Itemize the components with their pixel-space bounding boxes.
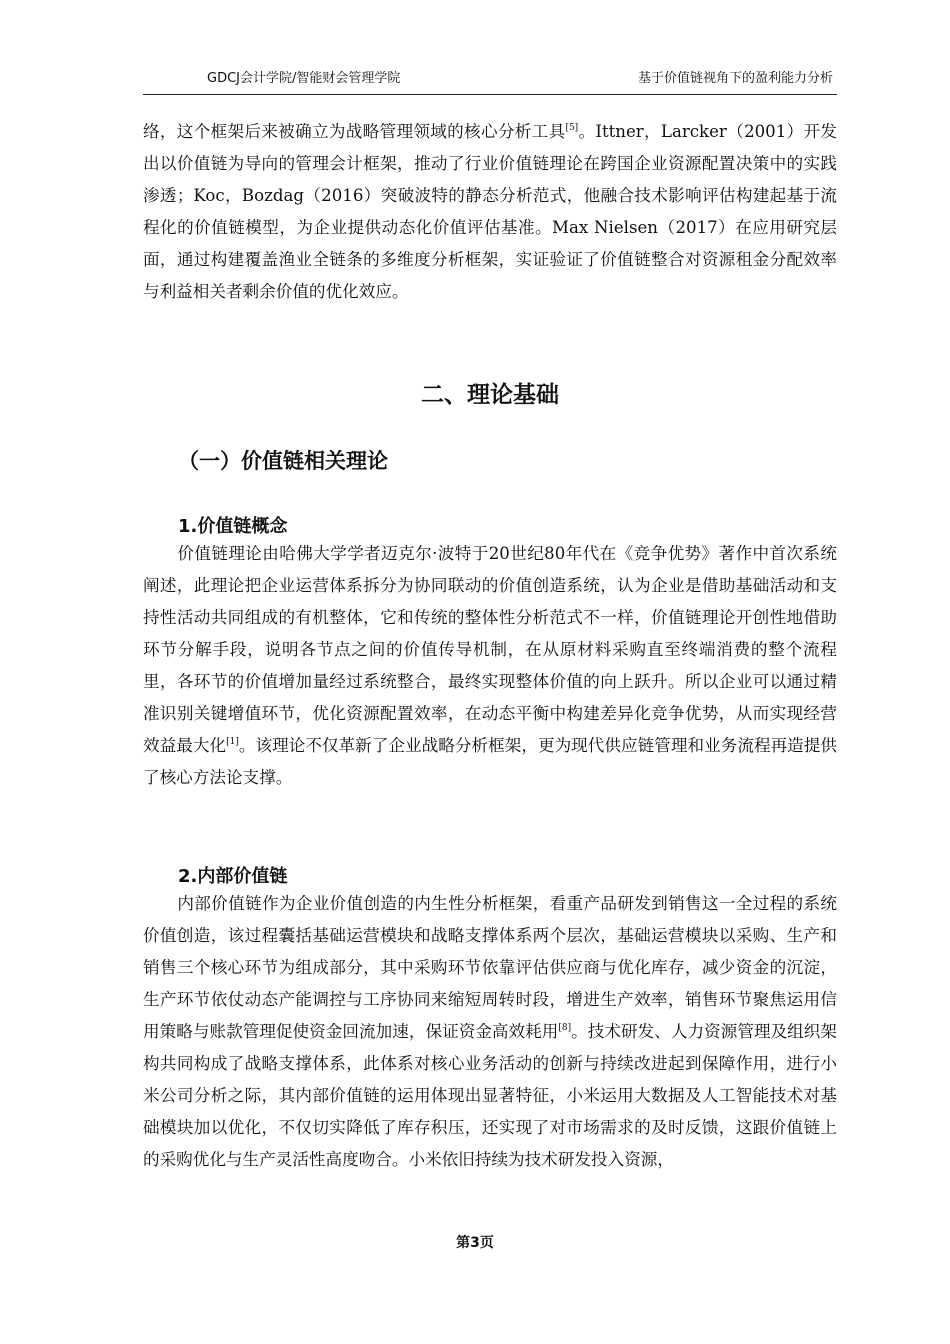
internal-value-chain-paragraph [143, 888, 837, 1176]
internal-value-chain-heading: 2.内部价值链 [178, 866, 288, 887]
value-chain-concept-paragraph [143, 538, 837, 794]
internal-text-2: 。技术研发、人力资源管理及组织架构共同构成了战略支撑体系，此体系对核心业务活动的创新与持续改进起到保障作用，进行小米公司分析之际，其内部价值链的运用体现出显著特征，小米运用大数据及人工智能技术对基础模块加以优化，不仅切实降低了库存积压，还实现了对市场需求的及时反馈，这跟价值链上的采购优化与生产灵活性高度吻合。小米依旧持续为技术研发投入资源， [143, 1022, 838, 1169]
section-title: 二、理论基础 [421, 382, 559, 408]
header-paper-title: 基于价值链视角下的盈利能力分析 [637, 71, 833, 86]
citation-5: [5] [565, 123, 579, 133]
intro-paragraph [143, 116, 837, 308]
intro-text-2: 。Ittner，Larcker（2001）开发出以价值链为导向的管理会计框架，推动了行业价值链理论在跨国企业资源配置决策中的实践渗透；Koc，Bozdag（2016）突破波特的静态分析范式，他融合技术影响评估构建起基于流程化的价值链模型，为企业提供动态化价值评估基准。Max Nielsen（2017）在应用研究层面，通过构建覆盖渔业全链条的多维度分析框架，实证验证了价值链整合对资源租金分配效率与利益相关者剩余价值的优化效应。 [143, 122, 837, 301]
header-institution: GDCJ会计学院/智能财会管理学院 [207, 71, 401, 86]
citation-1: [1] [226, 737, 239, 747]
intro-text-1: 络，这个框架后来被确立为战略管理领域的核心分析工具 [143, 122, 566, 141]
internal-text-1: 内部价值链作为企业价值创造的内生性分析框架，看重产品研发到销售这一全过程的系统价值创造，该过程囊括基础运营模块和战略支撑体系两个层次，基础运营模块以采购、生产和销售三个核心环节为组成部分，其中采购环节依靠评估供应商与优化库存，减少资金的沉淀，生产环节依仗动态产能调控与工序协同来缩短周转时段，增进生产效率，销售环节聚焦运用信用策略与账款管理促使资金回流加速，保证资金高效耗用 [143, 894, 837, 1041]
concept-text-1: 价值链理论由哈佛大学学者迈克尔·波特于20世纪80年代在《竞争优势》著作中首次系统阐述，此理论把企业运营体系拆分为协同联动的价值创造系统，认为企业是借助基础活动和支持性活动共同组成的有机整体，它和传统的整体性分析范式不一样，价值链理论开创性地借助环节分解手段，说明各节点之间的价值传导机制，在从原材料采购直至终端消费的整个流程里，各环节的价值增加量经过系统整合，最终实现整体价值的向上跃升。所以企业可以通过精准识别关键增值环节，优化资源配置效率，在动态平衡中构建差异化竞争优势，从而实现经营效益最大化 [143, 544, 837, 755]
citation-8: [8] [558, 1023, 572, 1033]
page-header [143, 62, 837, 95]
page-number: 第3页 [456, 1235, 494, 1251]
subsection-title: （一）价值链相关理论 [178, 449, 388, 473]
value-chain-concept-heading: 1.价值链概念 [178, 516, 288, 537]
concept-text-2: 。该理论不仅革新了企业战略分析框架，更为现代供应链管理和业务流程再造提供了核心方法论支撑。 [143, 736, 838, 787]
